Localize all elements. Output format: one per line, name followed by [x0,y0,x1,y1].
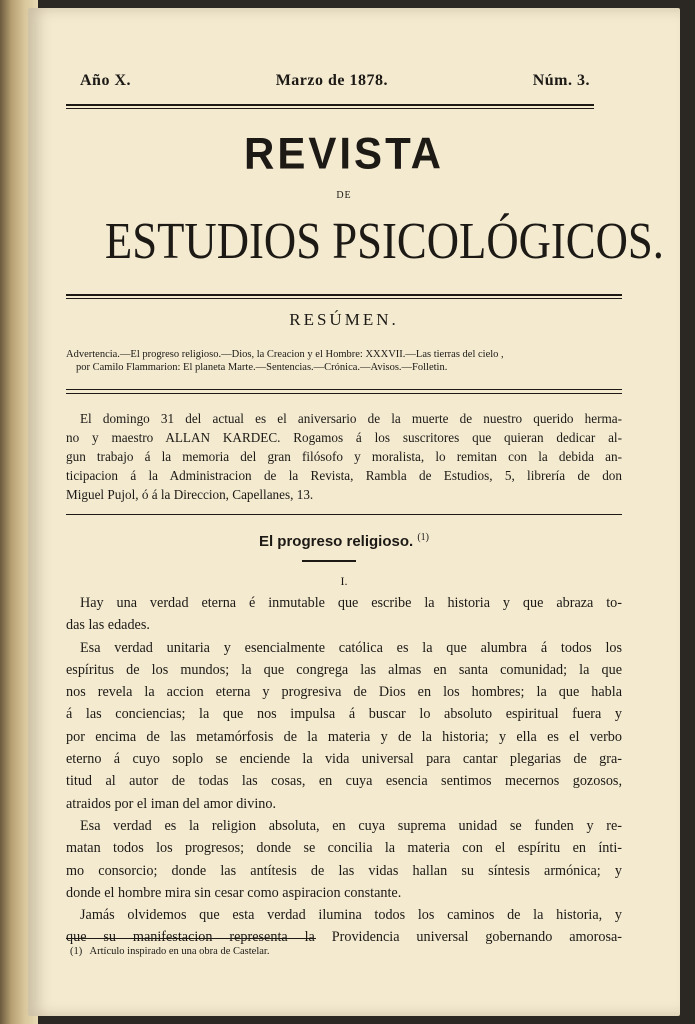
article-footnote-mark: (1) [417,532,430,543]
body-line: atraidos por el iman del amor divino. [66,795,276,812]
body-line: mo consorcio; donde las antítesis de las vidas hallan su síntesis armónica; y [66,862,622,879]
masthead [80,72,590,90]
body-line: á las conciencias; la que nos impulsa á buscar lo absoluto espiritual fuera y [66,706,622,723]
body-line: nos revela la accion eterna y progresiva de Dios en los hombres; la que habla [66,684,622,701]
notice-line: ticipacion á la Administracion de la Revista, Rambla de Estudios, 5, librería de don [66,468,622,483]
body-line: que su manifestacion representa la Providencia universal gobernando amorosa- [66,929,622,946]
body-line: titud al autor de todas las cosas, en cuya esencia sentimos mecernos gozosos, [66,773,622,790]
notice-paragraph [66,409,622,504]
resumen-rule-2 [66,393,622,394]
article-title-text: El progreso religioso. [258,533,414,550]
body-line: das las edades. [66,617,150,634]
resumen-line: por Camilo Flammarion: El planeta Marte.—Sentencias.—Crónica.—Avisos.—Folletin. [76,362,448,373]
footnote-text: Artículo inspirado en una obra de Castelar. [89,946,270,957]
footnote-rule [66,938,316,939]
body-line: matan todos los progresos; donde se concilia la materia con el espíritu en ínti- [66,840,622,857]
resumen-line: Advertencia.—El progreso religioso.—Dios, la Creacion y el Hombre: XXXVII.—Las tierras del cielo , [66,349,504,360]
article-title [66,532,622,550]
article-body [66,592,622,949]
title-rule-thin [66,298,622,299]
footnote-mark: (1) [70,946,83,957]
body-line: espíritus de los mundos; la que congrega las almas en santa comunidad; la que [66,661,622,678]
notice-line: no y maestro ALLAN KARDEC. Rogamos á los suscritores que quieran dedicar al- [66,430,622,445]
resumen-summary [66,348,622,374]
body-line: Esa verdad es la religion absoluta, en cuya suprema unidad se funden y re- [80,817,622,834]
notice-line: El domingo 31 del actual es el aniversario de la muerte de nuestro querido herma- [80,411,622,426]
notice-line: Miguel Pujol, ó á la Direccion, Capellanes, 13. [66,487,314,502]
masthead-rule-thin [66,108,594,109]
section-number: I. [340,574,348,588]
title-revista: REVISTA [244,128,444,179]
body-line: por encima de las metamórfosis de la materia y de la historia; y ella es el verbo [66,728,622,745]
resumen-rule [66,389,622,390]
masthead-number: Núm. 3. [532,72,590,89]
body-line: Jamás olvidemos que esta verdad ilumina todos los caminos de la historia, y [80,907,622,924]
resumen-heading: RESÚMEN. [289,310,399,329]
notice-line: gun trabajo á la memoria del gran filósofo y moralista, lo remitan con la debida an- [66,449,622,464]
masthead-rule [66,104,594,106]
body-line: Hay una verdad eterna é inmutable que escribe la historia y que abraza to- [80,595,622,611]
body-line: Esa verdad unitaria y esencialmente católica es la que alumbra á todos los [80,639,622,656]
masthead-year: Año X. [80,72,132,89]
title-rule [66,294,622,296]
body-line: donde el hombre mira sin cesar como aspiracion constante. [66,884,402,901]
notice-rule [66,514,622,515]
footnote [70,946,610,957]
body-line: eterno á cuyo soplo se enciende la vida universal para cantar plegarias de gra- [66,751,622,768]
journal-page [28,8,680,1016]
article-title-rule [302,560,356,562]
title-main: ESTUDIOS PSICOLÓGICOS. [104,213,664,270]
title-de: DE [336,190,352,201]
masthead-date: Marzo de 1878. [275,72,389,89]
